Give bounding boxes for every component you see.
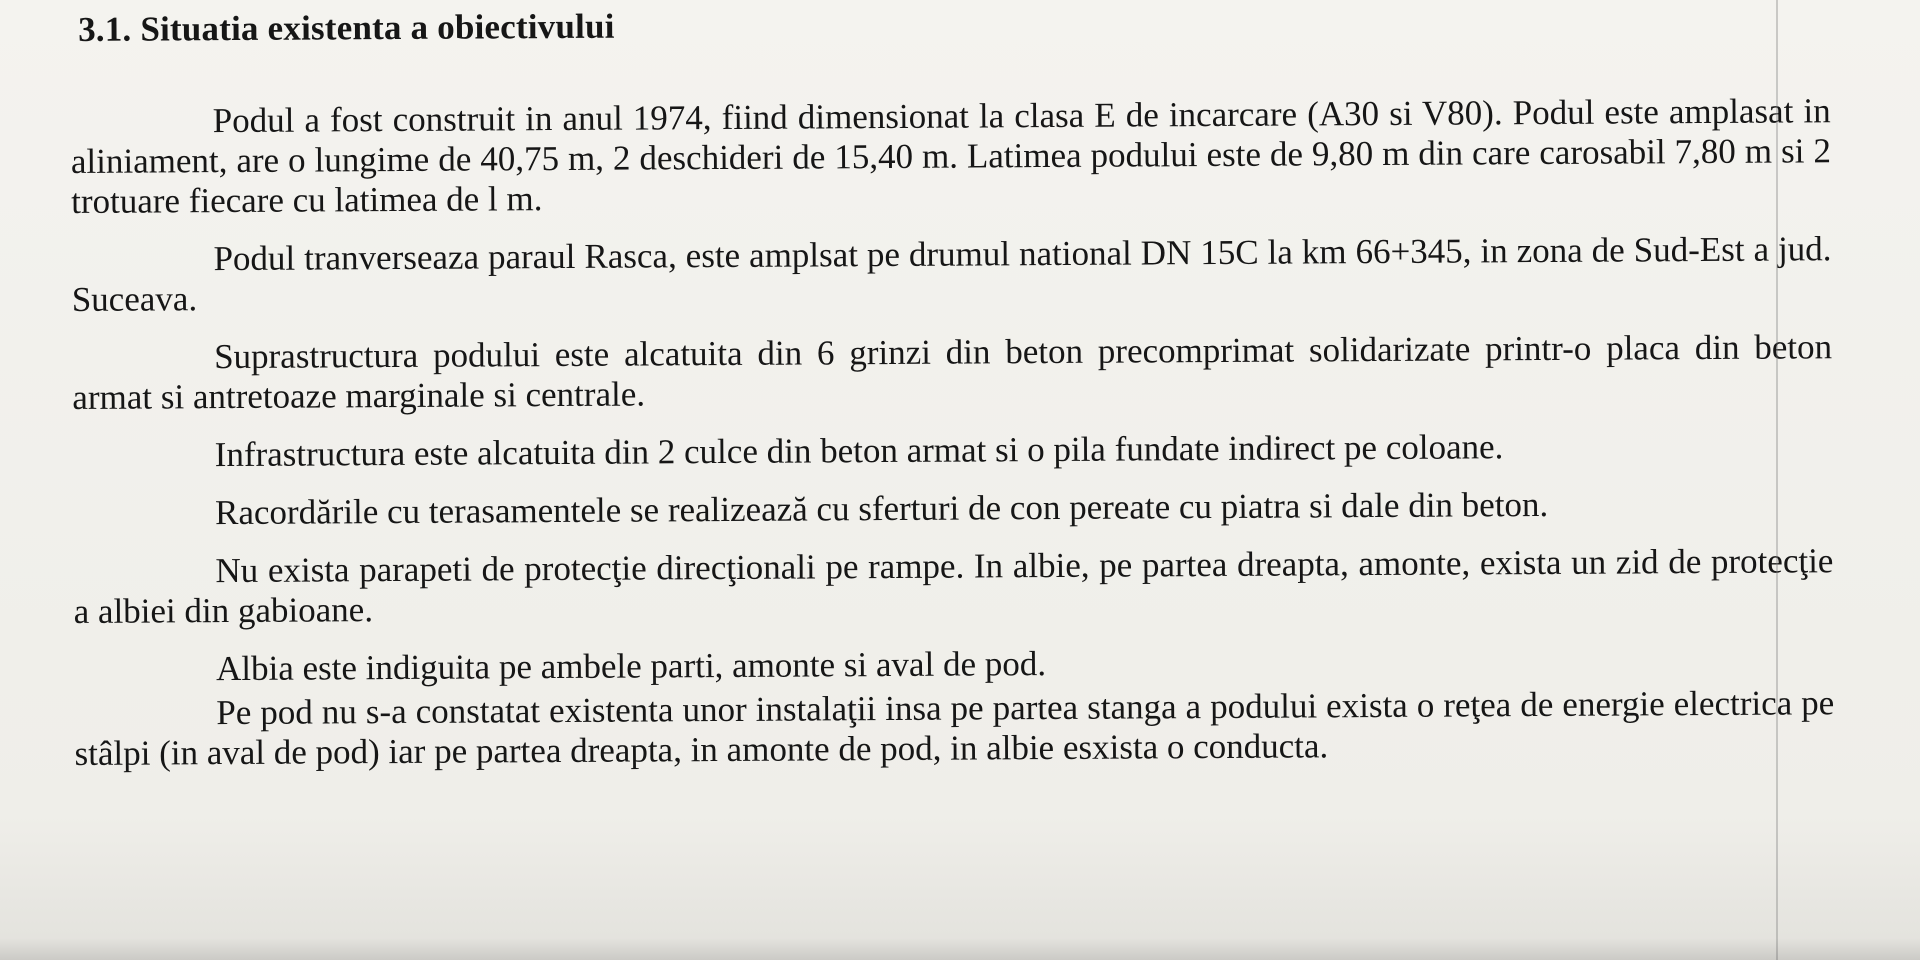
paragraph-embankment-connections: Racordările cu terasamentele se realizează cu sferturi de con pereate cu piatra si dale din beton. bbox=[214, 484, 1549, 533]
paragraph-riverbed: Albia este indiguita pe ambele parti, amonte si aval de pod. bbox=[215, 644, 1047, 689]
paragraph-installations: Pe pod nu s-a constatat existenta unor instalaţii insa pe partea stanga a podului exista o reţea de energie electrica pe stâlpi (in aval de pod) iar pe partea dreapta, in amonte de pod, in albie esxista o conducta. bbox=[74, 683, 1835, 773]
paragraph-protection: Nu exista parapeti de protecţie direcţionali pe rampe. In albie, pe partea dreapta, amonte, exista un zid de protecţie a albiei din gabioane. bbox=[73, 541, 1834, 631]
document-body bbox=[70, 0, 1835, 792]
section-heading: 3.1. Situatia existenta a obiectivului bbox=[77, 6, 615, 49]
paragraph-location: Podul tranverseaza paraul Rasca, este amplsat pe drumul national DN 15C la km 66+345, in zona de Sud-Est a jud. Suceava. bbox=[71, 229, 1832, 319]
paragraph-construction: Podul a fost construit in anul 1974, fiind dimensionat la clasa E de incarcare (A30 si V80). Podul este amplasat in aliniament, are o lungime de 40,75 m, 2 deschideri de 15,40 m. Latimea podului este de 9,80 m din care carosabil 7,80 m si 2 trotuare fiecare cu latimea de l m. bbox=[70, 91, 1832, 221]
paragraph-infrastructure: Infrastructura este alcatuita din 2 culce din beton armat si o pila fundate indirect pe coloane. bbox=[214, 427, 1504, 475]
paragraph-superstructure: Suprastructura podului este alcatuita din 6 grinzi din beton precomprimat solidarizate printr-o placa din beton armat si antretoaze marginale si centrale. bbox=[72, 327, 1833, 417]
scan-fold-line bbox=[1776, 0, 1778, 960]
scan-bottom-shadow bbox=[0, 938, 1920, 960]
